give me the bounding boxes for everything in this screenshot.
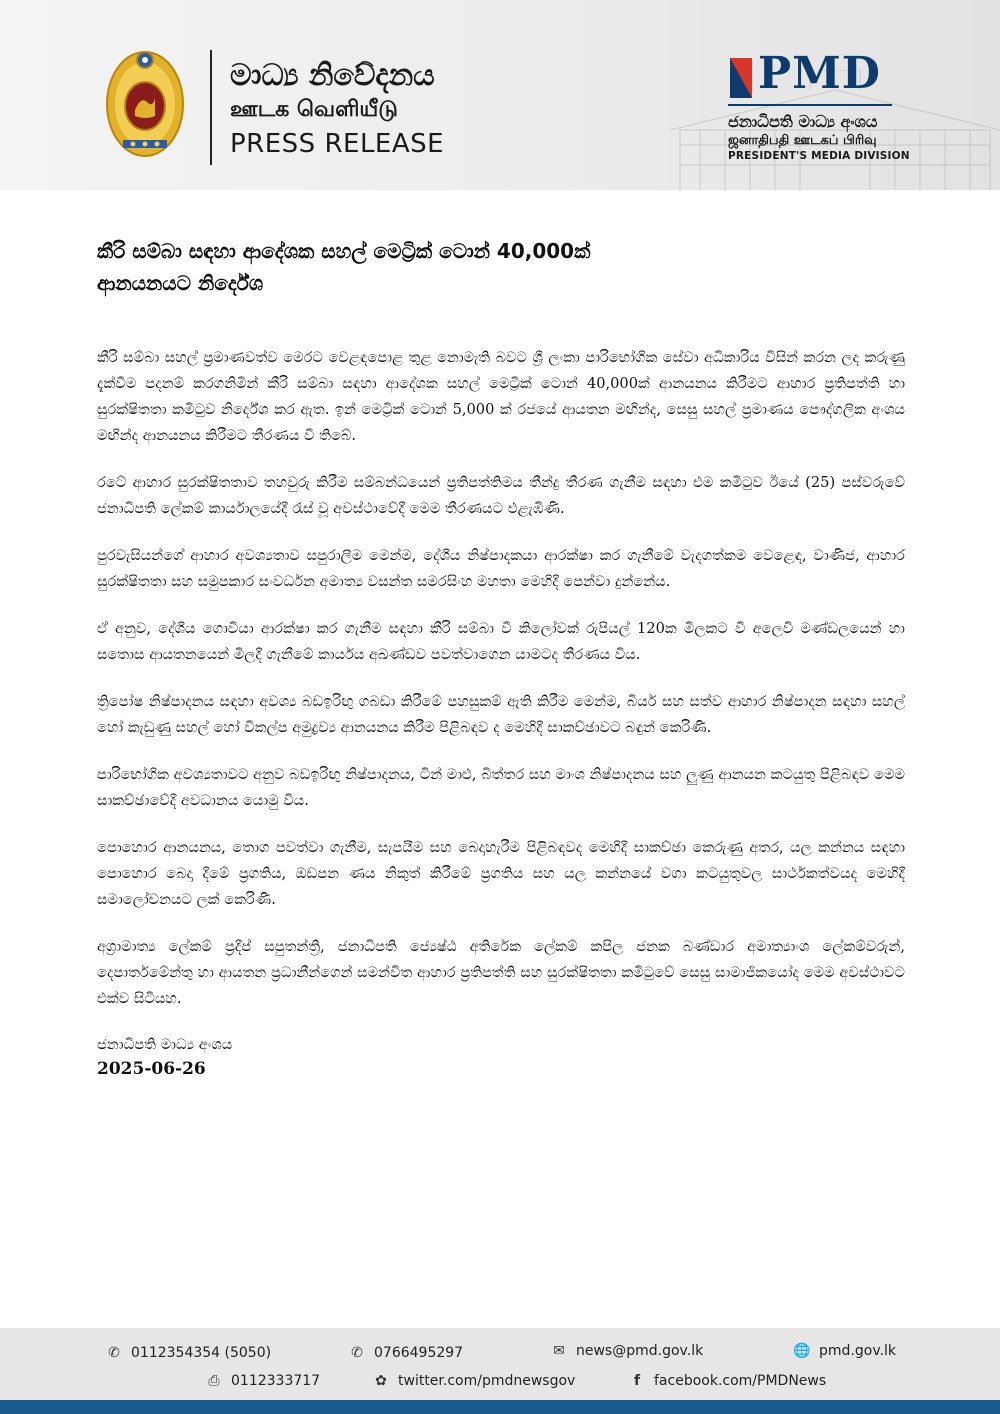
paragraph: කීරි සම්බා සහල් ප්‍රමාණවත්ව මෙරට වෙළඳපොළ තුළ නොමැති බවට ශ්‍රී ලංකා පාරිභෝගික සේවා අධිකාරිය විසින් කරන ලද කරුණු දැක්වීම පදනම් කරගනිමින් කීරි සම්බා සඳහා ආදේශක සහල් මෙට්‍රික් ටොන් 40,000ක් ආනයනය කිරීමට ආහාර ප්‍රතිපත්ති හා සුරක්ෂිතතා කමිටුව නිර්දේශ කර ඇත. ඉන් මෙට්‍රික් ටොන් 5,000 ක් රජයේ ආයතන මඟින්ද, සෙසු සහල් ප්‍රමාණය පෞද්ගලික අංශය මඟින්ද ආනයනය කිරීමට තීරණය වී තිබේ. [97,349,905,444]
twitter-icon: ✿ [375,1373,387,1389]
footer-twitter[interactable] [372,1371,575,1391]
article-title [97,235,797,299]
signoff-organization: ජනාධිපති මාධ්‍ය අංශය [97,1036,233,1053]
footer-phone-1 [105,1343,271,1363]
facebook-icon: f [633,1373,641,1389]
pmd-logo-text: PMD [758,48,881,99]
pmd-logo-rule [728,104,892,106]
footer-contact-bar [0,1328,1000,1400]
heading-sinhala: මාධ්‍ය නිවේදනය [230,58,435,93]
footer-fax [205,1371,320,1391]
paragraph: පොහොර ආනයනය, තොග පවත්වා ගැනීම, සැපයීම සහ බෙදාහැරීම පිළිබඳවද මෙහිදී සාකච්ඡා කෙරුණු අතර, යල කන්නය සඳහා පොහොර බෙදා දීමේ ප්‍රගතිය, ඔඩපන ණය නිකුත් කිරීමේ ප්‍රගතිය සහ යල කන්නයේ වගා කටයුතුවල සාර්ථකත්වයද මෙහිදී සමාලෝචනයට ලක් කෙරිණි. [97,839,905,908]
heading-tamil: ஊடக வெளியீடு [230,97,398,122]
org-name-sinhala: ජනාධිපති මාධ්‍ය අංශය [728,112,878,131]
globe-icon: 🌐 [793,1343,811,1359]
paragraph: ඒ අනුව, දේශීය ගොවියා ආරක්ෂා කර ගැනීම සඳහා කීරි සම්බා වී කිලෝවක් රුපියල් 120ක මිලකට වී අලෙවි මණ්ඩලයෙන් හා සතොස ආයතනයෙන් මිලදී ගැනීමේ කාර්යය අඛණ්ඩව පවත්වාගෙන යාමටද තීරණය විය. [97,620,905,663]
paragraph: පාරිභෝගික අවශ්‍යතාවට අනුව බඩඉරිඟු නිෂ්පාදනය, ටින් මාළු, බිත්තර සහ මාංශ නිෂ්පාදනය සහ ලුණු ආනයන කටයුතු පිළිබඳව මෙම සාකච්ඡාවේදී අවධානය යොමු විය. [97,766,905,809]
org-name-english: PRESIDENT'S MEDIA DIVISION [728,150,910,162]
sri-lanka-emblem-icon [105,48,185,160]
header-banner [0,0,1000,190]
phone-icon: ✆ [108,1345,120,1361]
footer-email[interactable] [550,1341,703,1361]
article-body [97,345,905,1081]
twitter-text[interactable]: twitter.com/pmdnewsgov [398,1373,576,1389]
footer-phone-2 [348,1343,463,1363]
footer-facebook[interactable] [628,1371,826,1391]
article-title-line1: කීරි සම්බා සඳහා ආදේශක සහල් මෙට්‍රික් ටොන් 40,000ක් [97,239,591,263]
article-title-line2: ආනයනයට නිර්දේශ [97,271,264,295]
website-text[interactable]: pmd.gov.lk [819,1343,896,1359]
heading-english: PRESS RELEASE [230,129,445,159]
paragraph: රටේ ආහාර සුරක්ෂිතතාව තහවුරු කිරීම සම්බන්ධයෙන් ප්‍රතිපත්තිමය තීන්දු තීරණ ගැනීම සඳහා එම කමිටුව ඊයේ (25) පස්වරුවේ ජනාධිපති ලේකම් කාර්යාලයේදී රැස් වූ අවස්ථාවේදී මෙම තීරණයට එළැඹිණි. [97,474,905,517]
org-name-tamil: ஜனாதிபதி ஊடகப் பிரிவு [728,133,877,148]
phone-icon: ✆ [351,1345,363,1361]
facebook-text[interactable]: facebook.com/PMDNews [654,1373,827,1389]
pmd-division-names [728,112,910,164]
mail-icon: ✉ [553,1343,565,1359]
signoff [97,1033,905,1081]
press-release-heading [230,58,444,162]
fax-icon: ⎙ [208,1373,220,1389]
phone-2-text: 0766495297 [374,1345,464,1361]
signoff-date: 2025-06-26 [97,1059,206,1079]
footer-website[interactable] [793,1341,896,1361]
header-divider [210,50,212,165]
email-text[interactable]: news@pmd.gov.lk [576,1343,704,1359]
paragraph: ත්‍රිපෝෂ නිෂ්පාදනය සඳහා අවශ්‍ය බඩඉරිඟු ගබඩා කිරීමේ පහසුකම් ඇති කිරීම මෙන්ම, බියර් සහ සත්ව ආහාර නිෂ්පාදන සඳහා සහල් හෝ කැඩුණු සහල් හෝ විකල්ප අමුද්‍රව්‍ය ආනයනය කිරීම පිළිබඳව ද මෙහිදී සාකච්ඡාවට බඳුන් කෙරිණි. [97,693,905,736]
paragraph: අග්‍රාමාත්‍ය ලේකම් ප්‍රදීප් සපුතන්ත්‍රි, ජනාධිපති ජ්‍යෙෂ්ඨ අතිරේක ලේකම් කපිල ජනක බණ්ඩාර අමාත්‍යාංශ ලේකම්වරුන්, දෙපාර්තමේන්තු හා ආයතන ප්‍රධානීන්ගෙන් සමන්විත ආහාර ප්‍රතිපත්ති සහ සුරක්ෂිතතා කමිටුවේ සෙසු සාමාජිකයෝද මෙම අවස්ථාවට එක්ව සිටියහ. [97,938,905,1007]
fax-text: 0112333717 [231,1373,321,1389]
footer-accent-bar [0,1400,1000,1414]
phone-1-text: 0112354354 (5050) [131,1345,272,1361]
pmd-logo-mark [730,58,752,98]
paragraph: පුරවැසියන්ගේ ආහාර අවශ්‍යතාව සපුරාලීම මෙන්ම, දේශීය නිෂ්පාදකයා ආරක්ෂා කර ගැනීමේ වැදගත්කම වෙළෙඳ, වාණිජ, ආහාර සුරක්ෂිතතා සහ සමුපකාර සංවර්ධන අමාත්‍ය වසන්ත සමරසිංහ මහතා මෙහිදී පෙන්වා දුන්නේය. [97,547,905,590]
